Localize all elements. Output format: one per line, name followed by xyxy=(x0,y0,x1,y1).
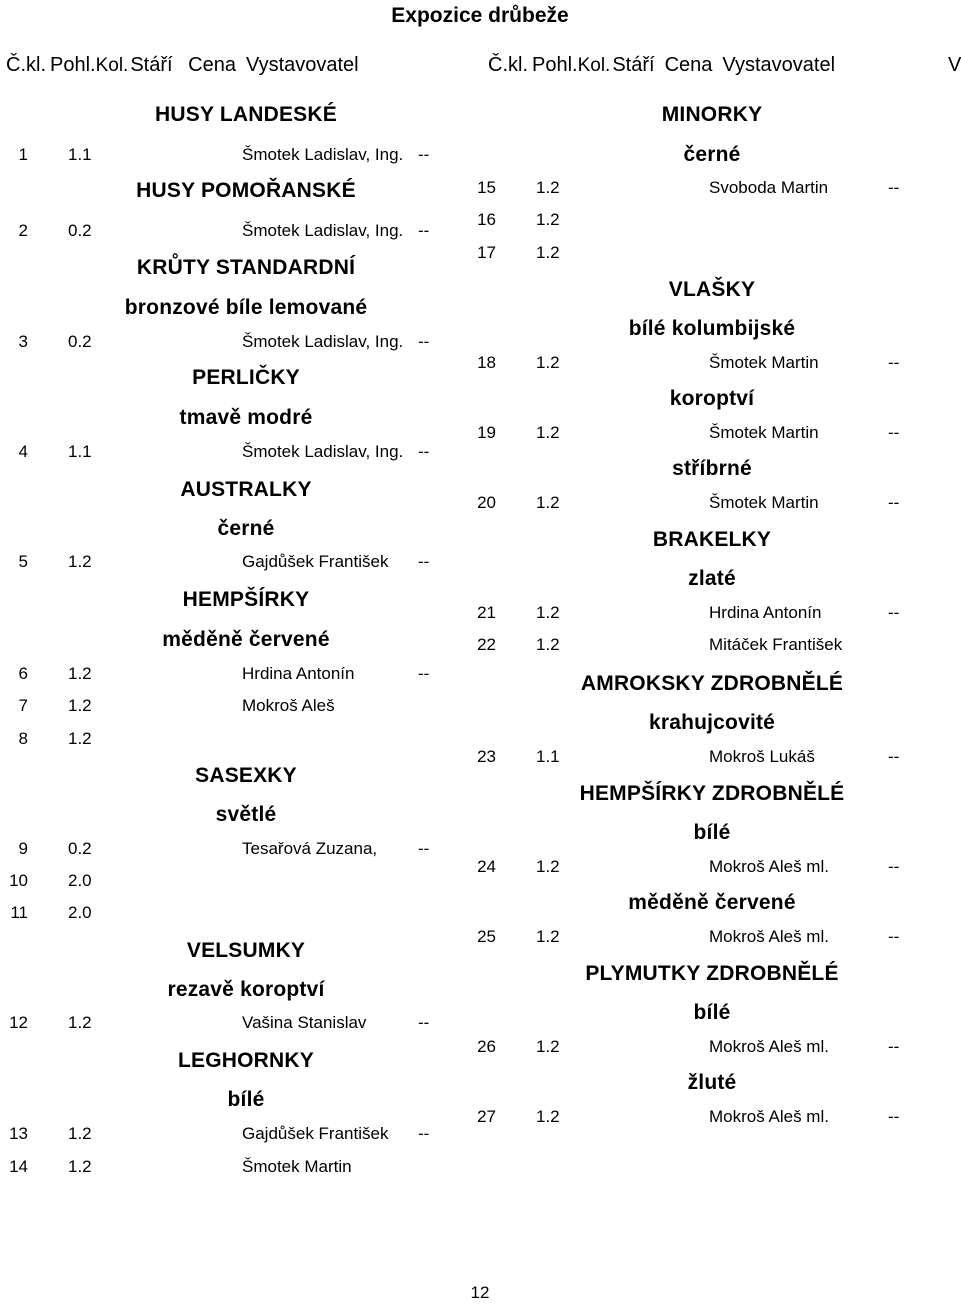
sex-count: 1.2 xyxy=(536,243,560,262)
sex-count: 1.2 xyxy=(68,729,92,748)
catalog-number: 18 xyxy=(477,353,496,372)
entry-row xyxy=(477,423,950,445)
entry-row xyxy=(0,729,470,751)
sex-count: 1.2 xyxy=(68,1124,92,1143)
catalog-number: 11 xyxy=(10,903,28,922)
color-variety-heading: černé xyxy=(217,517,275,540)
catalog-number: 22 xyxy=(477,635,496,654)
price: -- xyxy=(888,1037,900,1056)
exhibitor-name: Šmotek Ladislav, Ing. xyxy=(242,145,404,164)
color-variety-heading: koroptví xyxy=(669,387,755,410)
breed-heading: PERLIČKY xyxy=(192,366,300,389)
exhibitor-name: Šmotek Martin xyxy=(709,353,819,372)
entry-row xyxy=(477,353,950,375)
catalog-number: 12 xyxy=(9,1013,28,1032)
entry-row xyxy=(477,857,950,879)
breed-heading: HUSY POMOŘANSKÉ xyxy=(136,179,356,202)
catalog-number: 14 xyxy=(9,1157,28,1176)
catalog-number: 5 xyxy=(18,552,28,571)
breed-heading: AUSTRALKY xyxy=(180,478,312,501)
breed-heading: HUSY LANDESKÉ xyxy=(155,103,337,126)
sex-count: 1.2 xyxy=(536,1107,560,1126)
price: -- xyxy=(418,442,430,461)
price: -- xyxy=(418,145,430,164)
color-variety-heading: zlaté xyxy=(688,567,736,590)
sex-count: 1.2 xyxy=(68,1013,92,1032)
exhibitor-name: Šmotek Ladislav, Ing. xyxy=(242,221,404,240)
entry-row xyxy=(0,871,470,893)
breed-heading: PLYMUTKY ZDROBNĚLÉ xyxy=(585,962,839,985)
exhibitor-name: Mokroš Aleš ml. xyxy=(709,1037,829,1056)
exhibitor-name: Gajdůšek František xyxy=(242,552,389,571)
catalog-number: 23 xyxy=(477,747,496,766)
entry-row xyxy=(0,664,470,686)
entry-row xyxy=(0,1157,470,1179)
header-kol: Kol. xyxy=(577,55,611,76)
catalog-number: 4 xyxy=(18,442,28,461)
header-pohl: Pohl. xyxy=(50,54,96,76)
header-kol: Kol. xyxy=(95,55,129,76)
entry-row xyxy=(0,552,470,574)
entry-row xyxy=(477,635,950,657)
page-number: 12 xyxy=(470,1283,490,1302)
entry-row xyxy=(0,145,470,167)
sex-count: 1.2 xyxy=(536,927,560,946)
header-cena: Cena xyxy=(664,54,713,76)
entry-row xyxy=(477,1037,950,1059)
sex-count: 1.2 xyxy=(68,696,92,715)
entries-right-column xyxy=(477,0,950,1305)
price: -- xyxy=(888,1107,900,1126)
catalog-number: 26 xyxy=(477,1037,496,1056)
price: -- xyxy=(888,493,900,512)
entry-row xyxy=(0,696,470,718)
price: -- xyxy=(418,552,430,571)
sex-count: 1.2 xyxy=(68,1157,92,1176)
catalog-number: 27 xyxy=(477,1107,496,1126)
sex-count: 1.2 xyxy=(536,857,560,876)
exhibitor-name: Šmotek Martin xyxy=(242,1157,352,1176)
catalog-number: 8 xyxy=(18,729,28,748)
exhibitor-name: Hrdina Antonín xyxy=(242,664,355,683)
entry-row xyxy=(477,243,950,265)
catalog-number: 19 xyxy=(477,423,496,442)
page-title: Expozice drůbeže xyxy=(391,4,569,27)
breed-heading: AMROKSKY ZDROBNĚLÉ xyxy=(580,672,844,695)
price: -- xyxy=(418,839,430,858)
color-variety-heading: bílé xyxy=(693,821,731,844)
sex-count: 1.2 xyxy=(536,1037,560,1056)
exhibitor-name: Gajdůšek František xyxy=(242,1124,389,1143)
entry-row xyxy=(477,603,950,625)
entry-row xyxy=(477,210,950,232)
price: -- xyxy=(418,221,430,240)
sex-count: 2.0 xyxy=(68,903,92,922)
entry-row xyxy=(0,442,470,464)
color-variety-heading: rezavě koroptví xyxy=(167,978,325,1001)
breed-heading: HEMPŠÍRKY xyxy=(182,588,310,611)
sex-count: 0.2 xyxy=(68,221,92,240)
header-cena: Cena xyxy=(188,54,236,76)
price: -- xyxy=(888,857,900,876)
color-variety-heading: bílé xyxy=(693,1001,731,1024)
color-variety-heading: měděně červené xyxy=(162,628,330,651)
entry-row xyxy=(0,1013,470,1035)
exhibitor-name: Vašina Stanislav xyxy=(242,1013,367,1032)
entry-row xyxy=(477,747,950,769)
header-stari: Stáří xyxy=(130,54,173,76)
sex-count: 1.2 xyxy=(536,493,560,512)
price: -- xyxy=(418,1124,430,1143)
breed-heading: MINORKY xyxy=(661,103,763,126)
color-variety-heading: bílé xyxy=(227,1088,265,1111)
catalog-number: 3 xyxy=(18,332,28,351)
catalog-number: 9 xyxy=(18,839,28,858)
catalog-number: 6 xyxy=(18,664,28,683)
sex-count: 0.2 xyxy=(68,839,92,858)
catalog-number: 13 xyxy=(9,1124,28,1143)
sex-count: 1.1 xyxy=(68,442,92,461)
entry-row xyxy=(0,839,470,861)
exhibitor-name: Šmotek Ladislav, Ing. xyxy=(242,442,404,461)
header-vystavovatel: Vystavovatel xyxy=(722,54,836,76)
breed-heading: VLAŠKY xyxy=(668,278,756,301)
color-variety-heading: krahujcovité xyxy=(648,711,776,734)
entry-row xyxy=(0,903,470,925)
sex-count: 1.2 xyxy=(68,552,92,571)
color-variety-heading: žluté xyxy=(687,1071,737,1094)
price: -- xyxy=(418,664,430,683)
sex-count: 1.1 xyxy=(536,747,560,766)
header-cat: Č.kl. xyxy=(6,54,46,76)
sex-count: 0.2 xyxy=(68,332,92,351)
catalog-number: 21 xyxy=(477,603,496,622)
exhibitor-name: Mokroš Aleš xyxy=(242,696,335,715)
exhibitor-name: Mokroš Aleš ml. xyxy=(709,1107,829,1126)
catalog-number: 20 xyxy=(477,493,496,512)
header-cat: Č.kl. xyxy=(488,54,528,76)
color-variety-heading: tmavě modré xyxy=(179,406,313,429)
sex-count: 1.2 xyxy=(68,664,92,683)
sex-count: 1.2 xyxy=(536,178,560,197)
breed-heading: BRAKELKY xyxy=(652,528,772,551)
header-clipped-letter: V xyxy=(948,54,961,76)
exhibitor-name: Mokroš Lukáš xyxy=(709,747,815,766)
catalog-number: 16 xyxy=(477,210,496,229)
sex-count: 1.2 xyxy=(536,603,560,622)
price: -- xyxy=(418,332,430,351)
color-variety-heading: bronzové bíle lemované xyxy=(124,296,368,319)
sex-count: 1.2 xyxy=(536,353,560,372)
color-variety-heading: světlé xyxy=(215,803,277,826)
exhibitor-name: Mitáček František xyxy=(709,635,843,654)
breed-heading: LEGHORNKY xyxy=(178,1049,314,1072)
sex-count: 1.2 xyxy=(536,423,560,442)
catalog-number: 10 xyxy=(9,871,28,890)
catalog-number: 25 xyxy=(477,927,496,946)
breed-heading: KRŮTY STANDARDNÍ xyxy=(136,256,356,279)
entry-row xyxy=(0,332,470,354)
exhibitor-name: Šmotek Ladislav, Ing. xyxy=(242,332,404,351)
entry-row xyxy=(477,493,950,515)
sex-count: 2.0 xyxy=(68,871,92,890)
exhibitor-name: Mokroš Aleš ml. xyxy=(709,857,829,876)
catalog-number: 1 xyxy=(18,145,28,164)
entries-left-column xyxy=(0,0,470,1305)
header-vystavovatel: Vystavovatel xyxy=(245,54,359,76)
sex-count: 1.2 xyxy=(536,210,560,229)
catalog-number: 2 xyxy=(18,221,28,240)
price: -- xyxy=(888,423,900,442)
exhibitor-name: Tesařová Zuzana, xyxy=(242,839,378,858)
exhibitor-name: Šmotek Martin xyxy=(709,493,819,512)
price: -- xyxy=(888,178,900,197)
exhibitor-name: Svoboda Martin xyxy=(709,178,829,197)
entry-row xyxy=(0,221,470,243)
sex-count: 1.1 xyxy=(68,145,92,164)
color-variety-heading: bílé kolumbijské xyxy=(628,317,796,340)
color-variety-heading: měděně červené xyxy=(628,891,796,914)
catalog-number: 17 xyxy=(477,243,496,262)
entry-row xyxy=(477,927,950,949)
breed-heading: HEMPŠÍRKY ZDROBNĚLÉ xyxy=(579,782,845,805)
catalog-number: 7 xyxy=(18,696,28,715)
sex-count: 1.2 xyxy=(536,635,560,654)
catalog-number: 15 xyxy=(477,178,496,197)
color-variety-heading: černé xyxy=(683,143,741,166)
price: -- xyxy=(888,747,900,766)
color-variety-heading: stříbrné xyxy=(672,457,752,480)
header-stari: Stáří xyxy=(612,54,655,76)
price: -- xyxy=(888,603,900,622)
entry-row xyxy=(477,1107,950,1129)
catalog-number: 24 xyxy=(477,857,496,876)
exhibitor-name: Šmotek Martin xyxy=(709,423,819,442)
exhibitor-name: Hrdina Antonín xyxy=(709,603,822,622)
header-pohl: Pohl. xyxy=(532,54,578,76)
entry-row xyxy=(477,178,950,200)
price: -- xyxy=(888,353,900,372)
breed-heading: VELSUMKY xyxy=(186,939,306,962)
price: -- xyxy=(418,1013,430,1032)
breed-heading: SASEXKY xyxy=(195,764,297,787)
entry-row xyxy=(0,1124,470,1146)
exhibitor-name: Mokroš Aleš ml. xyxy=(709,927,829,946)
price: -- xyxy=(888,927,900,946)
